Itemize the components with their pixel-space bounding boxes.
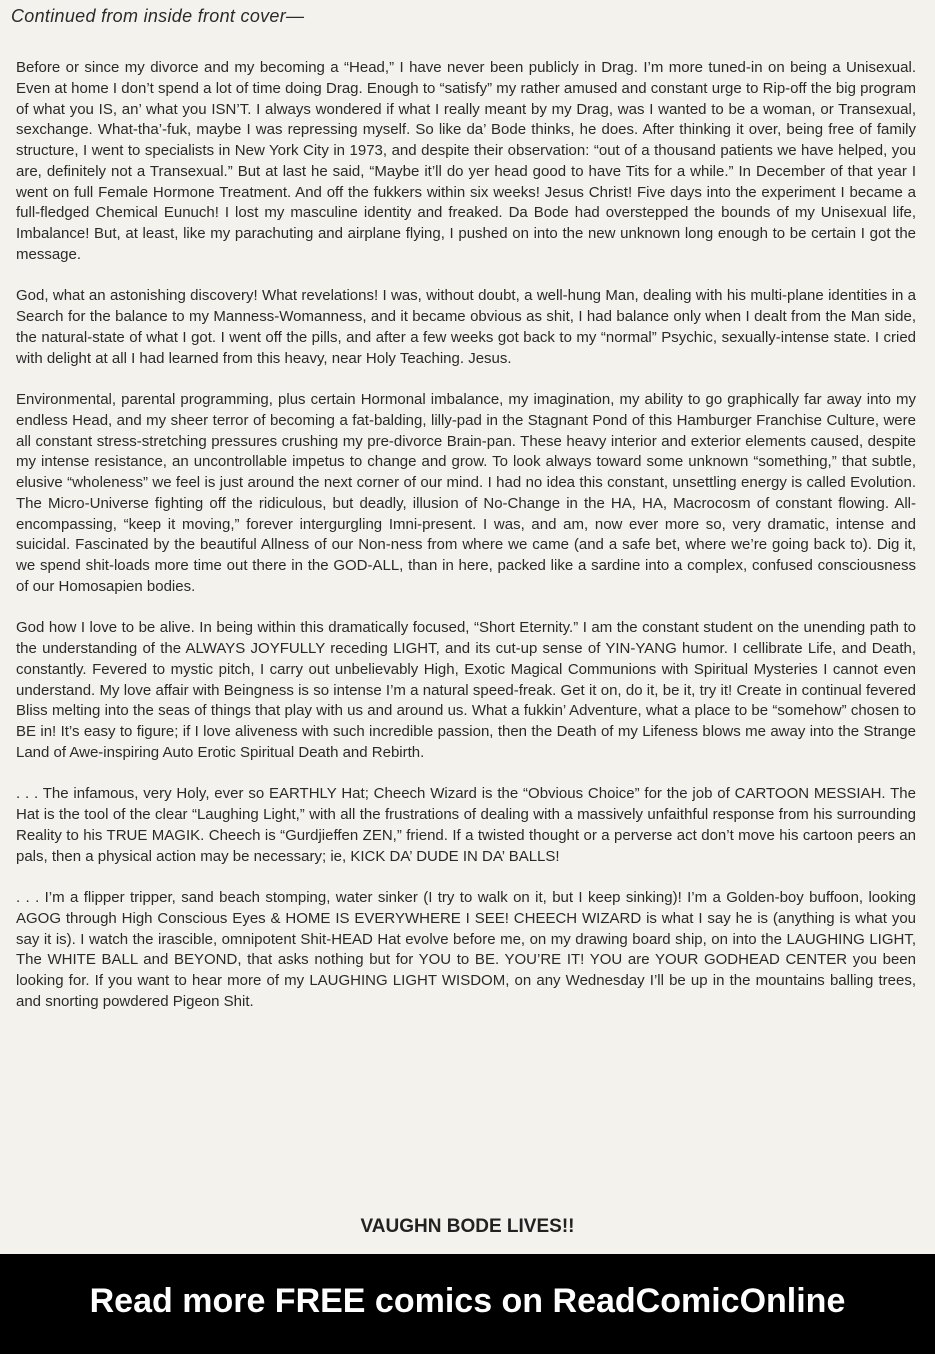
paragraph-4: God how I love to be alive. In being within this dramatically focused, “Short Eternity.” I am the constant student on the unending path to the understanding of the ALWAYS JOYFULLY receding LIGHT, and its cut-up sense of YIN-YANG humor. I cellibrate Life, and Death, constantly. Fevered to mystic pitch, I carry out unbelievably High, Exotic Magical Communions with Spiritual Mysteries I cannot even understand. My love affair with Beingness is so intense I’m a natural speed-freak. Get it on, do it, be it, try it! Create in continual fevered Bliss melting into the seas of things that play with us and around us. What a fukkin’ Adventure, what a place to be “somehow” chosen to BE in! It’s easy to figure; if I love aliveness with such incredible passion, then the Death of my Lifeness blows me away into the Strange Land of Awe-inspiring Auto Erotic Spiritual Death and Rebirth.: [16, 619, 916, 761]
article-body: [16, 58, 916, 1033]
paragraph-6: . . . I’m a flipper tripper, sand beach stomping, water sinker (I try to walk on it, but I keep sinking)! I’m a Golden-boy buffoon, looking AGOG through High Conscious Eyes & HOME IS EVERYWHERE I SEE! CHEECH WIZARD is what I say he is (anything is what you say it is). I watch the irascible, omnipotent Shit-HEAD Hat evolve before me, on my drawing board ship, on into the LAUGHING LIGHT, The WHITE BALL and BEYOND, that asks nothing but for YOU to BE. YOU’RE IT! YOU are YOUR GODHEAD CENTER you been looking for. If you want to hear more of my LAUGHING LIGHT WISDOM, on any Wednesday I’ll be up in the mountains balling trees, and snorting powdered Pigeon Shit.: [16, 889, 916, 1010]
promo-banner-text[interactable]: Read more FREE comics on ReadComicOnline: [89, 1282, 846, 1320]
paragraph-5: . . . The infamous, very Holy, ever so EARTHLY Hat; Cheech Wizard is the “Obvious Choice” for the job of CARTOON MESSIAH. The Hat is the tool of the clear “Laughing Light,” with all the frustrations of dealing with a massively unfaithful response from his surrounding Reality to his TRUE MAGIK. Cheech is “Gurdjieffen ZEN,” friend. If a twisted thought or a perverse act don’t move his cartoon peers an pals, then a physical action may be necessary; ie, KICK DA’ DUDE IN DA’ BALLS!: [16, 785, 916, 865]
paragraph-3: Environmental, parental programming, plus certain Hormonal imbalance, my imagination, my ability to go graphically far away into my endless Head, and my sheer terror of becoming a fat-balding, lilly-pad in the Stagnant Pond of this Hamburger Franchise Culture, were all constant stress-stretching pressures crushing my pre-divorce Brain-pan. These heavy interior and exterior elements caused, despite my intense resistance, an uncontrollable impetus to change and grow. To look always toward some unknown “something,” that subtle, elusive “wholeness” we feel is just around the next corner of our mind. I had no idea this constant, unsettling energy is called Evolution. The Micro-Universe fighting off the ridiculous, but deadly, illusion of No-Change in the HA, HA, Macrocosm of constant flowing. All-encompassing, “keep it moving,” forever intergurgling Imni-present. I was, and am, now ever more so, very dramatic, intense and suicidal. Fascinated by the beautiful Allness of our Non-ness from where we came (and a safe bet, where we’re going back to). Dig it, we spend shit-loads more time out there in the GOD-ALL, than in here, packed like a sardine into a complex, confused consciousness of our Homosapien bodies.: [16, 391, 916, 595]
promo-banner[interactable]: [0, 1254, 935, 1354]
paragraph-1: Before or since my divorce and my becoming a “Head,” I have never been publicly in Drag. I’m more tuned-in on being a Unisexual. Even at home I don’t spend a lot of time doing Drag. Enough to “satisfy” my rather amused and constant urge to Rip-off the big program of what you IS, an’ what you ISN’T. I always wondered if what I really meant by my Drag, was I wanted to be a woman, or Transexual, sexchange. What-tha’-fuk, maybe I was repressing myself. So like da’ Bode thinks, he does. After thinking it over, being free of family structure, I went to specialists in New York City in 1973, and despite their observation: “out of a thousand patients we have helped, you are, definitely not a Transexual.” But at last he said, “Maybe it’ll do yer head good to have Tits for a while.” In December of that year I went on full Female Hormone Treatment. And off the fukkers within six weeks! Jesus Christ! Five days into the experiment I became a full-fledged Chemical Eunuch! I lost my masculine identity and freaked. Da Bode had overstepped the bounds of my Unisexual life, Imbalance! But, at least, like my parachuting and airplane flying, I pushed on into the new unknown long enough to be certain I got the message.: [16, 59, 916, 263]
signoff-heading: VAUGHN BODE LIVES!!: [360, 1216, 575, 1237]
paragraph-2: God, what an astonishing discovery! What revelations! I was, without doubt, a well-hung Man, dealing with his multi-plane identities in a Search for the balance to my Manness-Womanness, and it became obvious as shit, I had balance only when I dealt from the Man side, the natural-state of what I got. I went off the pills, and after a few weeks got back to my “normal” Psychic, sexually-intense state. I cried with delight at all I had learned from this heavy, near Holy Teaching. Jesus.: [16, 287, 916, 367]
continued-header: Continued from inside front cover—: [11, 6, 305, 26]
